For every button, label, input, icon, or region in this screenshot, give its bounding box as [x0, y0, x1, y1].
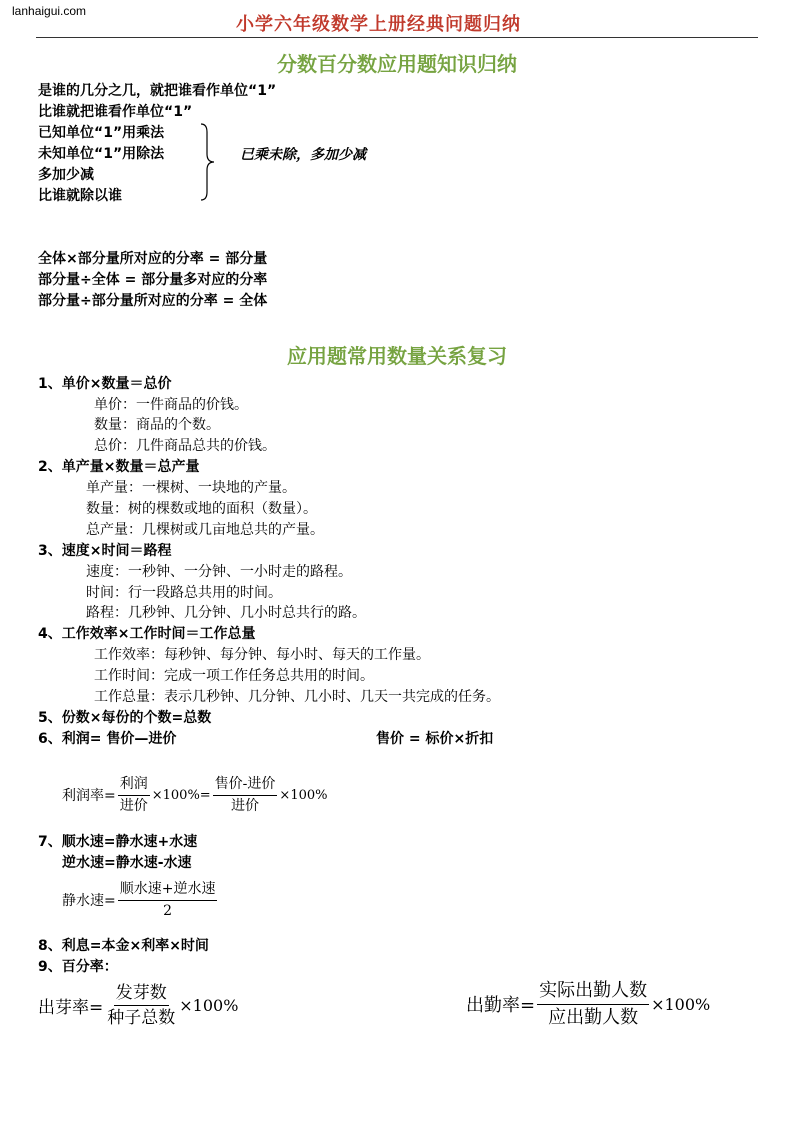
- relation-definition: 速度：一秒钟、一分钟、一小时走的路程。: [86, 564, 352, 580]
- fraction-numerator: 利润: [118, 776, 150, 796]
- section-title-fractions: 分数百分数应用题知识归纳: [277, 52, 517, 76]
- relation-heading-price: 售价 = 标价×折扣: [376, 731, 494, 747]
- relation-definition: 总价：几件商品总共的价钱。: [94, 438, 276, 454]
- profit-rate-formula: [62, 776, 327, 815]
- formula-lhs: 出勤率=: [466, 995, 536, 1017]
- germination-rate-formula: [38, 983, 238, 1029]
- formula-lhs: 利润率=: [62, 788, 116, 805]
- fraction-denominator: 种子总数: [107, 1008, 176, 1029]
- relation-heading: 1、单价×数量＝总价: [38, 376, 172, 392]
- right-brace: [198, 122, 218, 202]
- relation-definition: 时间：行一段路总共用的时间。: [86, 585, 282, 601]
- fraction-numerator: 售价-进价: [213, 776, 278, 796]
- relation-definition: 总产量：几棵树或几亩地总共的产量。: [86, 522, 324, 538]
- relation-definition: 路程：几秒钟、几分钟、几小时总共行的路。: [86, 605, 366, 621]
- fraction-denominator: 应出勤人数: [548, 1006, 639, 1028]
- fraction-denominator: 进价: [231, 797, 260, 814]
- formula-operator: ×100%=: [151, 787, 211, 803]
- fraction: [213, 776, 278, 815]
- relation-heading: 5、份数×每份的个数=总数: [38, 710, 212, 726]
- fraction-formula: 部分量÷全体 = 部分量多对应的分率: [38, 272, 268, 288]
- formula-tail: ×100%: [279, 787, 328, 803]
- rule-line: 比谁就除以谁: [38, 188, 122, 204]
- relation-heading: 6、利润= 售价—进价: [38, 731, 177, 747]
- formula-tail: ×100%: [651, 994, 711, 1014]
- fraction-formula: 部分量÷部分量所对应的分率 = 全体: [38, 293, 268, 309]
- formula-lhs: 静水速=: [62, 893, 116, 910]
- relation-definition: 工作效率：每秒钟、每分钟、每小时、每天的工作量。: [94, 647, 430, 663]
- relation-heading: 4、工作效率×工作时间＝工作总量: [38, 626, 256, 642]
- page-header-title: 小学六年级数学上册经典问题归纳: [236, 14, 521, 35]
- fraction-denominator: 进价: [119, 797, 148, 814]
- rule-line: 比谁就把谁看作单位“1”: [38, 104, 193, 120]
- fraction-numerator: 顺水速+逆水速: [118, 881, 218, 901]
- relation-definition: 数量：树的棵数或地的面积（数量）。: [86, 501, 317, 517]
- fraction: [118, 881, 218, 920]
- relation-definition: 工作时间：完成一项工作任务总共用的时间。: [94, 668, 374, 684]
- section-title-quantity-relations: 应用题常用数量关系复习: [287, 344, 507, 368]
- brace-note: 已乘未除，多加少减: [240, 147, 366, 163]
- relation-definition: 数量：商品的个数。: [94, 417, 220, 433]
- relation-heading: 9、百分率：: [38, 959, 118, 975]
- fraction-numerator: 实际出勤人数: [537, 980, 649, 1005]
- fraction-denominator: 2: [163, 902, 173, 919]
- header-divider: [36, 37, 758, 38]
- relation-heading: 8、利息=本金×利率×时间: [38, 938, 209, 954]
- formula-tail: ×100%: [179, 996, 239, 1016]
- site-watermark: lanhaigui.com: [12, 4, 87, 18]
- fraction-numerator: 发芽数: [114, 983, 169, 1006]
- rule-line: 多加少减: [38, 167, 94, 183]
- rule-line: 是谁的几分之几，就把谁看作单位“1”: [38, 83, 277, 99]
- relation-heading: 2、单产量×数量＝总产量: [38, 459, 200, 475]
- relation-heading: 3、速度×时间＝路程: [38, 543, 172, 559]
- attendance-rate-formula: [466, 980, 710, 1028]
- formula-lhs: 出芽率=: [38, 998, 104, 1019]
- fraction-formula: 全体×部分量所对应的分率 = 部分量: [38, 251, 268, 267]
- rule-line: 未知单位“1”用除法: [38, 146, 165, 162]
- relation-definition: 单产量：一棵树、一块地的产量。: [86, 480, 296, 496]
- fraction: [537, 980, 649, 1028]
- relation-heading: 7、顺水速=静水速+水速: [38, 834, 198, 850]
- relation-definition: 单价：一件商品的价钱。: [94, 397, 248, 413]
- fraction: [105, 983, 177, 1029]
- relation-definition: 工作总量：表示几秒钟、几分钟、几小时、几天一共完成的任务。: [94, 689, 500, 705]
- rule-line: 已知单位“1”用乘法: [38, 125, 165, 141]
- relation-heading: 逆水速=静水速-水速: [62, 855, 192, 871]
- still-water-speed-formula: [62, 881, 219, 920]
- fraction: [118, 776, 150, 815]
